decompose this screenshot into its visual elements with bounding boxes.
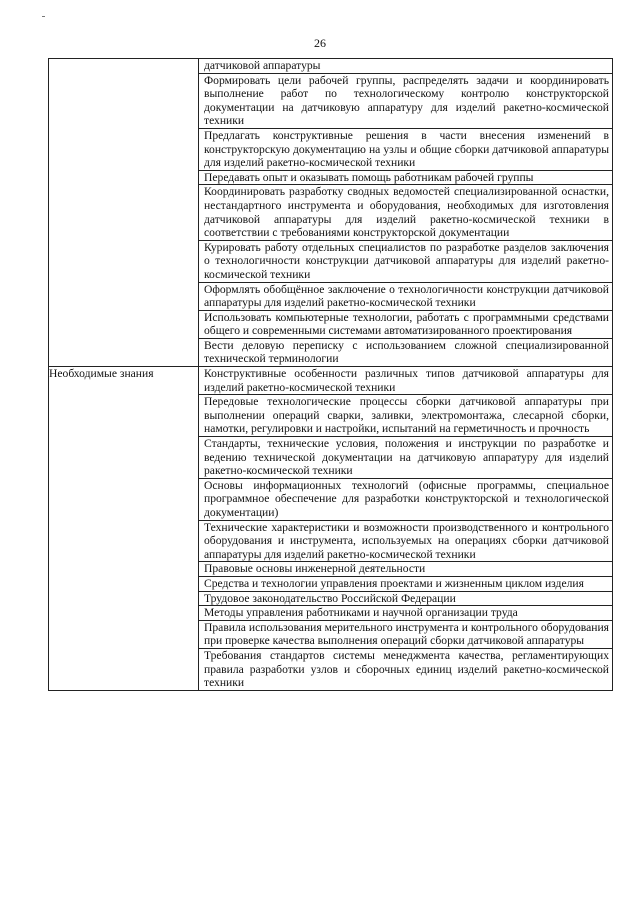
list-item: Основы информационных технологий (офисные программы, специальное программное обеспечение для разработки конструкторской и технологической документации)	[199, 479, 612, 521]
list-item: Передовые технологические процессы сборки датчиковой аппаратуры при выполнении операций сварки, заливки, электромонтажа, слесарной сборки, намотки, регулировки и настройки, испытаний на герметичность и прочность	[199, 395, 612, 437]
list-item: Правила использования мерительного инструмента и контрольного оборудования при проверке качества выполнения операций сборки датчиковой аппаратуры	[199, 621, 612, 649]
list-item: Трудовое законодательство Российской Федерации	[199, 592, 612, 607]
list-item: Технические характеристики и возможности производственного и контрольного оборудования и инструмента, используемых на операциях сборки датчиковой аппаратуры для изделий ракетно-космической техники	[199, 521, 612, 563]
list-item: Конструктивные особенности различных типов датчиковой аппаратуры для изделий ракетно-космической техники	[199, 367, 612, 395]
list-item: Передавать опыт и оказывать помощь работникам рабочей группы	[199, 171, 612, 186]
list-item: датчиковой аппаратуры	[199, 59, 612, 74]
scan-mark	[42, 16, 45, 17]
list-item: Вести деловую переписку с использованием сложной специализированной технической терминологии	[204, 338, 609, 366]
list-item: Координировать разработку сводных ведомостей специализированной оснастки, нестандартного инструмента и оборудования, необходимых для изготовления датчиковой аппаратуры для изделий ракетно-космической техники в соответствии с требованиями конструкторской документации	[199, 185, 612, 240]
list-item: Методы управления работниками и научной организации труда	[199, 606, 612, 621]
list-item: Курировать работу отдельных специалистов по разработке разделов заключения о технологичности конструкции датчиковой аппаратуры для изделий ракетно-космической техники	[199, 241, 612, 283]
items-list	[199, 59, 613, 367]
competency-table	[48, 58, 613, 691]
list-item: Формировать цели рабочей группы, распределять задачи и координировать выполнение работ по технологическому контролю конструкторской документации на датчиковую аппаратуру для изделий ракетно-космической техники	[199, 74, 612, 129]
list-item: Правовые основы инженерной деятельности	[199, 562, 612, 577]
list-item: Средства и технологии управления проектами и жизненным циклом изделия	[199, 577, 612, 592]
items-list	[199, 367, 613, 691]
list-item: Требования стандартов системы менеджмента качества, регламентирующих правила разработки узлов и сборочных единиц изделий ракетно-космической техники	[204, 648, 609, 690]
table-row-skills	[49, 59, 613, 367]
row-label: Необходимые знания	[49, 367, 199, 691]
page-number: 26	[314, 36, 326, 50]
row-label	[49, 59, 199, 367]
table-row-knowledge	[49, 367, 613, 691]
list-item: Стандарты, технические условия, положения и инструкции по разработке и ведению технической документации на датчиковую аппаратуру для изделий ракетно-космической техники	[199, 437, 612, 479]
list-item: Использовать компьютерные технологии, работать с программными средствами общего и современными системами автоматизированного проектирования	[199, 311, 612, 339]
list-item: Предлагать конструктивные решения в части внесения изменений в конструкторскую документацию на узлы и общие сборки датчиковой аппаратуры для изделий ракетно-космической техники	[199, 129, 612, 171]
list-item: Оформлять обобщённое заключение о технологичности конструкции датчиковой аппаратуры для изделий ракетно-космической техники	[199, 283, 612, 311]
